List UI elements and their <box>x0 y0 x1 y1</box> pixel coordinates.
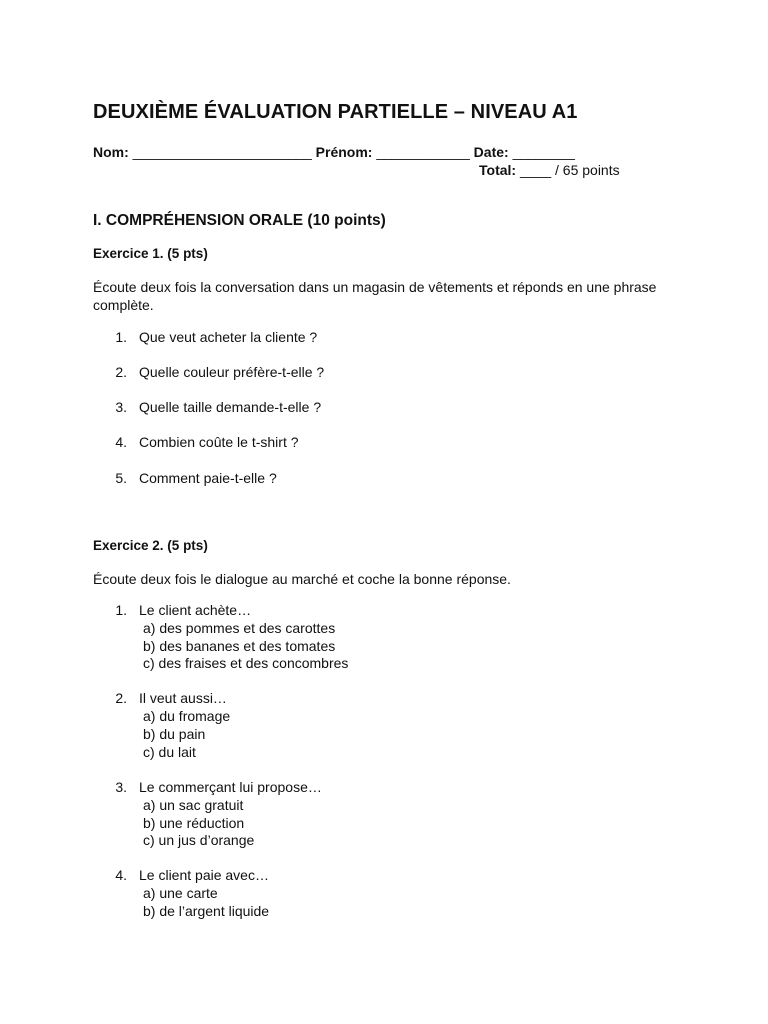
exercise-2-instruction: Écoute deux fois le dialogue au marché et coche la bonne réponse. <box>93 571 511 587</box>
answer-option[interactable]: b) des bananes et des tomates <box>143 638 336 654</box>
question-text: Quelle taille demande-t-elle ? <box>139 399 322 415</box>
question-text: Combien coûte le t-shirt ? <box>139 434 299 450</box>
answer-option[interactable]: b) de l’argent liquide <box>143 903 270 919</box>
question-number: 3. <box>115 399 127 415</box>
question-number: 1. <box>115 602 127 618</box>
question-number: 2. <box>115 364 127 380</box>
exercise-1-title: Exercice 1. (5 pts) <box>93 246 208 261</box>
answer-option[interactable]: c) un jus d’orange <box>143 832 255 848</box>
answer-option[interactable]: a) une carte <box>143 885 218 901</box>
nom-field[interactable]: _______________________ <box>132 144 312 160</box>
question-number: 2. <box>115 690 127 706</box>
question-number: 1. <box>115 329 127 345</box>
answer-option[interactable]: c) du lait <box>143 744 196 760</box>
question-text: Le commerçant lui propose… <box>139 779 322 795</box>
date-field[interactable]: ________ <box>512 144 575 160</box>
question-text: Quelle couleur préfère-t-elle ? <box>139 364 325 380</box>
question-number: 4. <box>115 867 127 883</box>
total-label: Total: <box>479 162 517 178</box>
question-number: 5. <box>115 470 127 486</box>
answer-option[interactable]: a) du fromage <box>143 708 231 724</box>
header-info-line <box>93 144 575 160</box>
question-text: Que veut acheter la cliente ? <box>139 329 318 345</box>
answer-option[interactable]: b) une réduction <box>143 815 245 831</box>
total-line <box>479 162 620 178</box>
prenom-field[interactable]: ____________ <box>376 144 470 160</box>
document-title: DEUXIÈME ÉVALUATION PARTIELLE – NIVEAU A1 <box>93 101 578 123</box>
answer-option[interactable]: a) des pommes et des carottes <box>143 620 336 636</box>
question-text: Il veut aussi… <box>139 690 227 706</box>
nom-label: Nom: <box>93 144 129 160</box>
question-text: Le client paie avec… <box>139 867 269 883</box>
answer-option[interactable]: c) des fraises et des concombres <box>143 655 349 671</box>
answer-option[interactable]: b) du pain <box>143 726 206 742</box>
answer-option[interactable]: a) un sac gratuit <box>143 797 244 813</box>
exercise-2-title: Exercice 2. (5 pts) <box>93 538 208 553</box>
question-text: Comment paie-t-elle ? <box>139 470 277 486</box>
prenom-label: Prénom: <box>315 144 373 160</box>
exercise-1-instruction: Écoute deux fois la conversation dans un magasin de vêtements et réponds en une phrase complète. <box>93 279 657 313</box>
section-title: I. COMPRÉHENSION ORALE (10 points) <box>93 212 386 229</box>
question-text: Le client achète… <box>139 602 252 618</box>
total-field[interactable]: ____ / 65 points <box>519 162 620 178</box>
question-number: 4. <box>115 434 127 450</box>
question-number: 3. <box>115 779 127 795</box>
date-label: Date: <box>473 144 509 160</box>
